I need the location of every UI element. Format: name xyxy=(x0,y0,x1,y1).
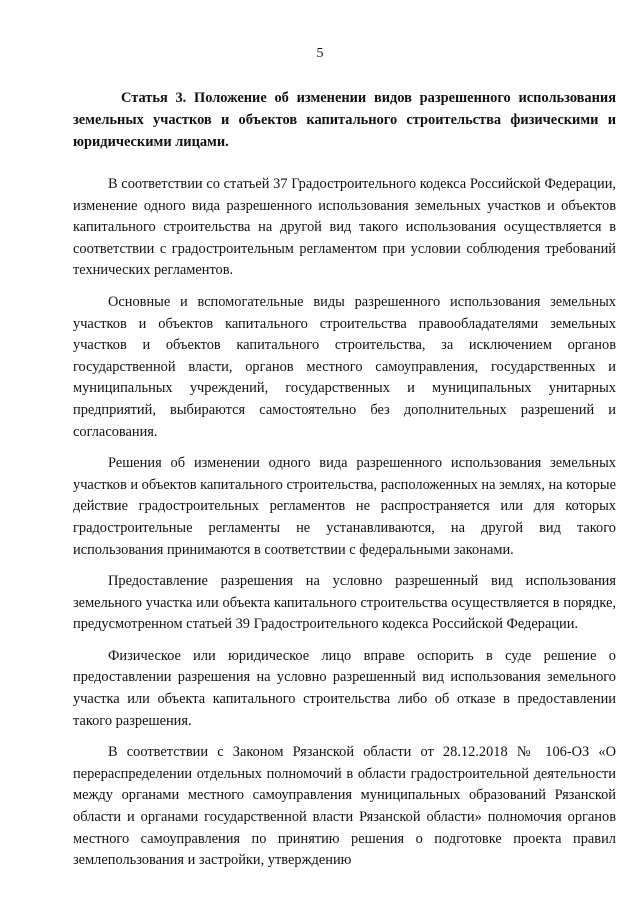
paragraph: В соответствии со статьей 37 Градостроительного кодекса Российской Федерации, изменение одного вида разрешенного использования земельных участков и объектов капитального строительства на другой вид такого использования осуществляется в соответствии с градостроительным регламентом при условии соблюдения требований технических регламентов. xyxy=(73,176,616,279)
paragraph: Предоставление разрешения на условно разрешенный вид использования земельного участка или объекта капитального строительства осуществляется в порядке, предусмотренном статьей 39 Градостроительного кодекса Российской Федерации. xyxy=(73,573,616,633)
paragraph: В соответствии с Законом Рязанской области от 28.12.2018 № 106-ОЗ «О перераспределении отдельных полномочий в области градостроительной деятельности между органами местного самоуправления муниципальных образований Рязанской области и органами государственной власти Рязанской области» полномочия органов местного самоуправления по принятию решения о подготовке проекта правил землепользования и застройки, утверждению xyxy=(73,744,616,869)
document-body xyxy=(73,174,616,882)
article-title: Статья 3. Положение об изменении видов разрешенного использования земельных участков и объектов капитального строительства физическими и юридическими лицами. xyxy=(73,90,616,150)
paragraph: Основные и вспомогательные виды разрешенного использования земельных участков и объектов капитального строительства правообладателями земельных участков и объектов капитального строительства, за исключением органов государственной власти, органов местного самоуправления, государственных и муниципальных учреждений, государственных и муниципальных унитарных предприятий, выбираются самостоятельно без дополнительных разрешений и согласования. xyxy=(73,293,616,440)
paragraph: Физическое или юридическое лицо вправе оспорить в суде решение о предоставлении разрешения на условно разрешенный вид использования земельного участка или объекта капитального строительства либо об отказе в предоставлении такого разрешения. xyxy=(73,647,616,729)
paragraph: Решения об изменении одного вида разрешенного использования земельных участков и объектов капитального строительства, расположенных на землях, на которые действие градостроительных регламентов не распространяется или для которых градостроительные регламенты не устанавливаются, на другой вид такого использования принимаются в соответствии с федеральными законами. xyxy=(73,455,616,558)
page-number: 5 xyxy=(316,46,324,61)
